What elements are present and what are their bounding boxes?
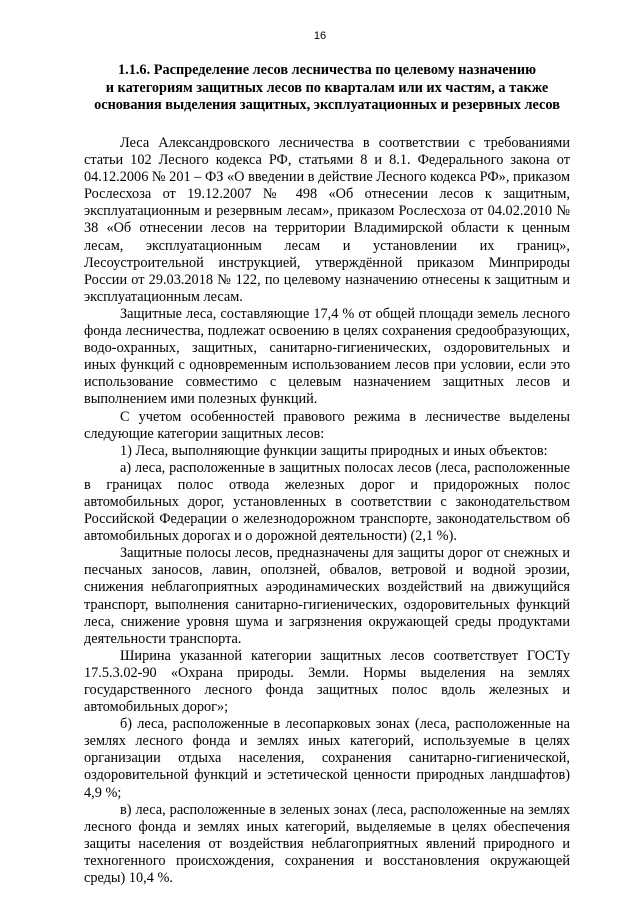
paragraph-legal-basis: Леса Александровского лесничества в соответствии с требованиями статьи 102 Лесного кодекса РФ, статьями 8 и 8.1. Федерального закона от 04.12.2006 № 201 – ФЗ «О введении в действие Лесного кодекса РФ», приказом Рослесхоза от 19.12.2007 № 498 «Об отнесении лесов к защитным, эксплуатационным и резервным лесам», приказом Рослесхоза от 04.02.2010 № 38 «Об отнесении лесов на территории Владимирской области к ценным лесам, эксплуатационным лесам и установлении их границ», Лесоустроительной инструкцией, утверждённой приказом Минприроды России от 29.03.2018 № 122, по целевому назначению отнесены к защитным и эксплуатационным лесам. [84,135,570,305]
section-heading [84,62,570,115]
paragraph-categories-intro: С учетом особенностей правового режима в лесничестве выделены следующие категории защитных лесов: [84,408,570,442]
paragraph-category-1a: а) леса, расположенные в защитных полосах лесов (леса, расположенные в границах полос отвода железных дорог и придорожных полос автомобильных дорог, установленных в соответствии с законодательством Российской Федерации о железнодорожном транспорте, законодательством об автомобильных дорогах и о дорожной деятельности) (2,1 %). [84,459,570,545]
paragraph-category-1: 1) Леса, выполняющие функции защиты природных и иных объектов: [120,442,548,459]
paragraph-protective-forests-share: Защитные леса, составляющие 17,4 % от общей площади земель лесного фонда лесничества, подлежат освоению в целях сохранения средообразующих, водо-охранных, защитных, санитарно-гигиенических, оздоровительных и иных функций с одновременным использованием лесов при условии, если это использование совместимо с целевым назначением защитных лесов и выполнением ими полезных функций. [84,305,570,408]
paragraph-protective-strips: Защитные полосы лесов, предназначены для защиты дорог от снежных и песчаных заносов, лавин, оползней, обвалов, ветровой и водной эрозии, снижения неблагоприятных аэродинамических воздействий на движущийся транспорт, выполнения санитарно-гигиенических, оздоровительных функций леса, снижение уровня шума и загрязнения окружающей среды продуктами деятельности транспорта. [84,545,570,647]
page-number: 16 [313,30,327,42]
section-heading-line-1: 1.1.6. Распределение лесов лесничества по целевому назначению [117,62,536,78]
paragraph-strip-width: Ширина указанной категории защитных лесов соответствует ГОСТу 17.5.3.02-90 «Охрана природы. Земли. Нормы выделения на землях государственного лесного фонда защитных полос вдоль железных и автомобильных дорог»; [84,647,570,716]
section-heading-line-2: и категориям защитных лесов по кварталам или их частям, а также [105,79,549,96]
body-text [84,135,570,887]
section-heading-line-3: основания выделения защитных, эксплуатационных и резервных лесов [94,97,560,113]
paragraph-category-1v: в) леса, расположенные в зеленых зонах (леса, расположенные на землях лесного фонда и землях иных категорий, выделяемые в целях обеспечения защиты населения от воздействия неблагоприятных явлений природного и техногенного происхождения, сохранения и восстановления окружающей среды) 10,4 %. [84,801,570,887]
paragraph-category-1b: б) леса, расположенные в лесопарковых зонах (леса, расположенные на землях лесного фонда и землях иных категорий, используемые в целях организации отдыха населения, сохранения санитарно-гигиенической, оздоровительной функций и эстетической ценности природных ландшафтов) 4,9 %; [84,716,570,801]
